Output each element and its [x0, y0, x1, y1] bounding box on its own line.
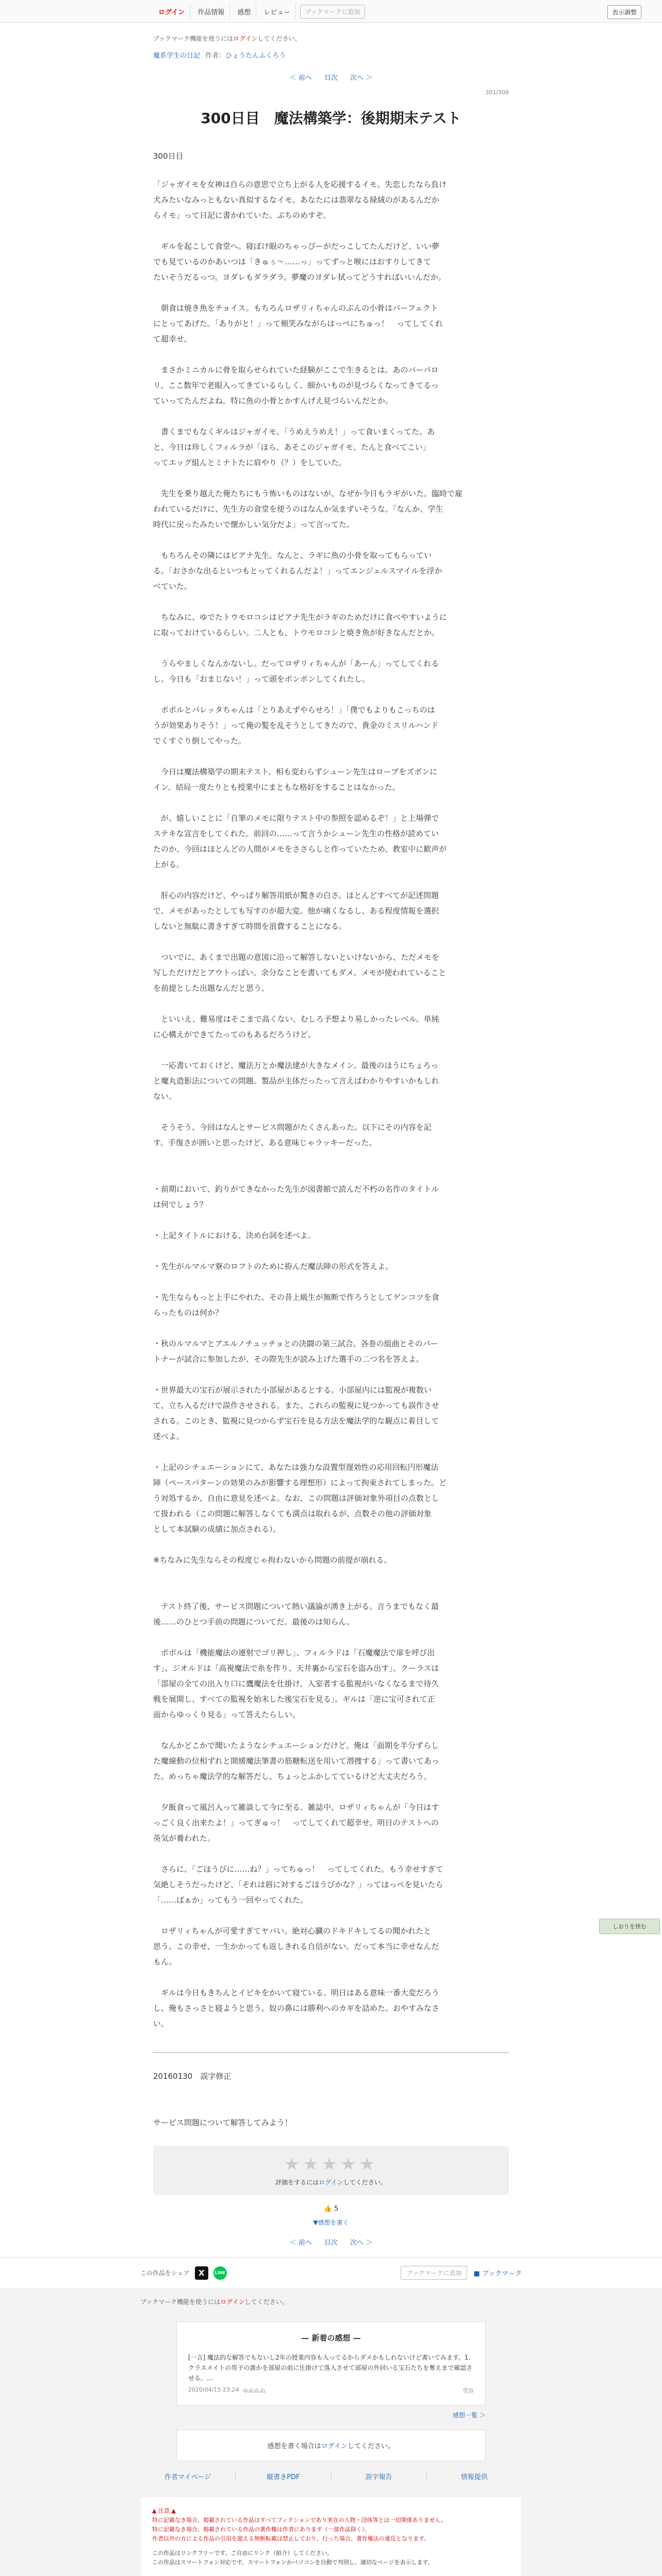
- body-line: [153, 1150, 509, 1166]
- body-line: 気絶しそうだったけど、「それは唇に対するごほうびかな？」ってほっぺを見いたら: [153, 1880, 443, 1889]
- impression-text[interactable]: [一言] 魔法的な解答でもないし2年の授業内容も入ってるからダメかもしれないけど書いてみます。1.クラスメイトの男子の誰かを部屋の前に仕掛けて落入させて部屋の外回いる宝石たちを奪えまで確認させる。…: [188, 2354, 473, 2382]
- author-label: 作者：: [205, 52, 226, 60]
- page-count: 301/308: [485, 89, 509, 96]
- toc-link[interactable]: 目次: [324, 74, 338, 82]
- main-content: [153, 34, 509, 2247]
- body-line: 書くまでもなくギルはジャガイモ。「うめえうめえ！」って食いまくってた。あ: [153, 427, 435, 436]
- body-line: た魔線動の位相ずれと開緩魔法筆書の筋糖転送を用いて潜捜する」って書いてあっ: [153, 1756, 439, 1766]
- tab-work-info[interactable]: 作品情報: [192, 4, 230, 20]
- chapter-title: 300日目 魔法構築学：後期期末テスト: [201, 110, 461, 127]
- body-line: て、立ち入るだけで誤作させされる。また、これらの監視に見つかっても誤作させ: [153, 1401, 439, 1410]
- body-line: を前提とした出題なんだと思う。: [153, 984, 270, 993]
- body-line: たいそうだるっつ。ヨダレもダラダラ。夢魔のヨダレ拭ってどうすればいいんだか。: [153, 273, 446, 282]
- body-line: ・上記のシチュエーションにて、あなたは強力な設置型遅効性の応用回転円形魔法: [153, 1463, 439, 1472]
- body-line: [153, 1908, 509, 1923]
- body-line: 朝食は焼き魚をチョイス。もちろんロザリィちゃんのぶんの小骨はパーフェクト: [153, 303, 438, 313]
- body-line: [153, 1104, 509, 1120]
- body-line: [153, 1042, 509, 1058]
- chapter-subtitle: 300日目: [153, 151, 184, 161]
- top-navbar: [0, 0, 662, 23]
- body-line: 今日は魔法構築学の期末テスト。相も変わらずシューン先生はローブをズボンに: [153, 767, 438, 776]
- body-line: [153, 640, 509, 656]
- body-line: ない。: [153, 1092, 177, 1101]
- body-line: まさかミニカルに骨を取らせられていた経験がここで生きるとは。あのバーパロ: [153, 365, 439, 375]
- body-line: っごく良く出来たよ！」ってぎゅっ！ ってしてくれて超幸せ。明日のテストへの: [153, 1818, 439, 1827]
- body-line: ロザリィちゃんが可愛すぎてヤバい。絶対心臓のドキドキしてるの聞かれたと: [153, 1926, 432, 1936]
- pager-top: [153, 72, 509, 82]
- body-line: [153, 1568, 509, 1583]
- body-line: [153, 749, 509, 764]
- body-line: 英気が養われた。: [153, 1834, 216, 1843]
- body-line: [153, 1444, 509, 1460]
- caution-box: [140, 2497, 522, 2576]
- x-share-icon[interactable]: X: [195, 2266, 208, 2280]
- body-line: [153, 347, 509, 362]
- divider: [153, 2052, 509, 2053]
- body-line: [153, 1784, 509, 1800]
- body-line: [153, 934, 509, 950]
- footer-link-author-page[interactable]: 作者マイページ: [140, 2471, 236, 2481]
- body-line: 「部屋の全ての出入り口に鷹魔法を仕掛け、入室者する監視がいなくなるまで待久: [153, 1679, 439, 1688]
- body-line: [153, 996, 509, 1011]
- star-rating-input[interactable]: ★★★★★: [284, 2154, 378, 2175]
- body-line: [153, 1630, 509, 1645]
- body-line: 戦を展開し、すべての監視を始末した後宝石を見る」。ギルは「逆に宝可されて正: [153, 1694, 436, 1704]
- body-line: たのか、今回はほとんどの人間がメモをささらしと作っていたため、教室中に歓声が: [153, 844, 447, 854]
- body-line: す」、ジオルドは「高視魔法で糸を作り、天井裏から宝石を盗み出す」、クーラスは: [153, 1664, 439, 1673]
- body-line: [153, 409, 509, 424]
- body-line: る。「おさかな出るといつもとってくれるんだよ！」ってエンジェルスマイルを浮か: [153, 566, 442, 575]
- body-line: で、メモがあったとしても写すのが超大変。他が痛くなるし、ある程度情報を選択: [153, 906, 439, 916]
- rating-box: [153, 2146, 509, 2195]
- caution-black-1: この作品はスマートフォン対応です。スマートフォンかパソコンを自動で判別し、適切なページを表示します。: [152, 2559, 434, 2566]
- caution-red-3: 作者以外の方による作品の引用を超える無断転載は禁止しており、行った場合、著作権法の違反となります。: [152, 2535, 430, 2542]
- body-line: そうそう、今回はなんとサービス問題がたくさんあった。以下にその内容を記: [153, 1123, 432, 1132]
- login-link-bottom[interactable]: ログイン: [220, 2298, 245, 2306]
- body-line: 面からゆっくり見る」って答えたらしい。: [153, 1710, 300, 1719]
- body-line: う対処するか、自由に意見を述べよ。なお、この問題は評価対象外項目の点数とし: [153, 1494, 440, 1503]
- footer-link-typo-report[interactable]: 誤字報告: [332, 2471, 427, 2481]
- like-button[interactable]: 👍 5: [323, 2205, 339, 2213]
- body-line: [153, 285, 509, 300]
- body-line: ていってたんだよね。特に魚の小骨とかすんげえ見づらいんだとか。: [153, 396, 393, 405]
- body-line: 肝心の内容だけど、やっぱり解答用紙が驚きの白さ。ほとんどすべてが記述問題: [153, 891, 439, 900]
- body-line: [153, 1274, 509, 1290]
- rating-login-link[interactable]: ログイン: [319, 2179, 343, 2186]
- body-line: [153, 687, 509, 702]
- display-settings-button[interactable]: 表示調整: [607, 5, 641, 19]
- impression-date: 2020/04/15 23:24: [188, 2386, 239, 2393]
- body-line: が、嬉しいことに「自筆のメモに限りテスト中の参照を認めるぞ！」と上場弾で: [153, 814, 439, 823]
- body-line: トナーが試合に参加したが、その際先生が読み上げた選手の二つ名を答えよ。: [153, 1354, 424, 1364]
- caution-red-1: 特に記載なき場合、掲載されている作品はすべてフィクションであり実在の人物・団体等とは一切関係ありません。: [152, 2517, 447, 2523]
- afterword-line: [153, 2099, 509, 2115]
- afterword-line: サービス問題について解答してみよう！: [153, 2118, 292, 2127]
- body-line: として本試験の成績に加点される）。: [153, 1524, 281, 1534]
- body-line: [153, 470, 509, 486]
- body-line: ってエッグ組んとミナトたに肩やり（？）をしていた。: [153, 458, 346, 467]
- body-line: ※ちなみに先生ならその程度じゃ拘わないから問題の前提が崩れる。: [153, 1555, 392, 1565]
- body-line: [153, 1583, 509, 1599]
- body-line: リ、ここ数年で老眼入ってきているらしく、細かいものが見づらくなってきてるっ: [153, 381, 439, 390]
- prev-link[interactable]: ＜ 前へ: [289, 74, 312, 82]
- impressions-list-anchor[interactable]: 感想一覧 ＞: [453, 2412, 486, 2419]
- body-line: 「……ばぁか」ってもう一回やってくれた。: [153, 1895, 308, 1905]
- body-line: に心構えができてたってのもあるだろうけど。: [153, 1030, 316, 1039]
- body-line: [153, 594, 509, 609]
- bookmark-add-button[interactable]: ブックマークに追加: [401, 2266, 467, 2280]
- body-line: にとってあげた。「ありがと！」って頬笑みながらはっぺにちゅっ！ ってしてくれ: [153, 319, 443, 328]
- body-line: うらやましくなんかないし。だってロザリィちゃんが「あーん」ってしてくれる: [153, 659, 439, 668]
- bookmark-link[interactable]: ■ ブックマーク: [473, 2270, 522, 2278]
- impression-login-link[interactable]: ログイン: [321, 2443, 348, 2450]
- body-line: うが効果ありそう！」って俺の髪を乱そうとしてきたので、貴金のミスリルハンド: [153, 721, 439, 730]
- body-line: [153, 1970, 509, 1985]
- line-share-icon[interactable]: LINE: [213, 2266, 227, 2280]
- body-line: ・上記タイトルにおける、決め台詞を述べよ。: [153, 1231, 316, 1240]
- bookmark-notice: ブックマーク機能を使うにはログインしてください。: [153, 35, 301, 42]
- body-line: もちろんその隣にはピアナ先生。なんと、ラギに魚の小骨を取ってもらってい: [153, 551, 432, 560]
- body-line: 時代に戻ったみたいで懐かしい気分だよ」って言ってた。: [153, 520, 355, 529]
- body-line: ・先生ならもっと上手にやれた。その昔上級生が無断で作ろうとしてゲンコツを食: [153, 1293, 439, 1302]
- impression-meta: [188, 2386, 474, 2395]
- body-line: 上がる。: [153, 860, 185, 869]
- body-line: でも見ているのかあいつは「きゅぅ～……っ」ってずっと喉にはおすりしてきて: [153, 257, 432, 266]
- tab-login[interactable]: ログイン: [153, 4, 190, 20]
- body-line: [153, 532, 509, 548]
- pager-bottom: [153, 2237, 509, 2247]
- rating-note: 評価をするにはログインしてください。: [275, 2179, 387, 2186]
- tab-impressions[interactable]: 感想: [232, 4, 256, 20]
- afterword-line: 20160130 誤字修正: [153, 2072, 231, 2081]
- body-line: [153, 872, 509, 888]
- next-link-bottom[interactable]: 次へ ＞: [350, 2239, 373, 2247]
- write-impression-link[interactable]: [153, 2218, 509, 2227]
- impression-tag: 受容: [462, 2387, 474, 2394]
- body-line: しないと無駄に書きすぎて時間を浪費することになる。: [153, 922, 347, 931]
- chapter-body: [153, 177, 509, 2031]
- body-line: ポポルとパレッタちゃんは「とりあえずやらせろ！」「僕でもよりもこっちのは: [153, 705, 435, 715]
- body-line: ついでに、あくまで出題の意図に沿って解答しないといけないから、ただメモを: [153, 953, 440, 962]
- body-line: われているだけに、先生方の食堂を使うのはなんか気まずいそうな。「なんか、学生: [153, 504, 443, 514]
- tab-reviews[interactable]: レビュー: [258, 4, 296, 20]
- body-line: ・世界最大の宝石が展示された小部屋があるとする。小部屋内には監視が複数い: [153, 1385, 432, 1395]
- impression-user[interactable]: ゆぬぬぬ: [242, 2387, 266, 2394]
- body-line: [153, 1722, 509, 1738]
- footer-link-info[interactable]: 情報提供: [460, 2473, 488, 2481]
- body-line: に取っておけているらしい。二人とも、トウモロコシと焼き魚が好きなんだとか。: [153, 628, 440, 637]
- toc-link-bottom[interactable]: 目次: [324, 2239, 338, 2247]
- bookmark-notice-bottom: ブックマーク機能を使うにはログインしてください。: [140, 2298, 288, 2306]
- lower-section: [0, 2288, 662, 2576]
- body-line: [153, 1537, 509, 1552]
- body-line: 犬みたいなみっともない真似するなイモ。あなたには翡翠なる緑絨のがあるんだか: [153, 195, 439, 205]
- write-impression-anchor[interactable]: ▼感想を書く: [313, 2219, 349, 2226]
- body-line: と魔丸造影法についての問題。製品が主体だったって言えばわかりやすいかもしれ: [153, 1076, 439, 1086]
- body-line: [153, 223, 509, 239]
- body-line: [153, 1212, 509, 1228]
- body-line: ギルは今日もきちんとイビキをかいて寝ている。明日はある意味一番大変だろう: [153, 1988, 439, 1997]
- body-line: 夕飯食って風呂入って雑談して今に至る。雑誌中、ロザリィちゃんが「今日はす: [153, 1803, 439, 1812]
- body-line: [153, 1846, 509, 1861]
- next-link[interactable]: 次へ ＞: [350, 74, 373, 82]
- impressions-list-link[interactable]: [176, 2411, 486, 2419]
- body-line: ・先生がルマルマ寮のロフトのために拵んだ魔法陣の形式を答えよ。: [153, 1262, 393, 1271]
- body-line: ステキな宣言をしてくれた。前回の……って言うかシューン先生の性格が読めてい: [153, 829, 439, 838]
- impression-login-box: 感想を書く場合はログインしてください。: [176, 2430, 486, 2461]
- body-line: 「ジャガイモを女神は自らの意思で立ち上がる人を応援するイモ。失恋したなら負け: [153, 180, 447, 189]
- body-line: らイモ」って日記に書かれていた。ぶちのめすぞ。: [153, 211, 331, 220]
- body-line: た。めっちゃ魔法学的な解答だし、ちょっとふかしてているけど大丈夫だろう。: [153, 1772, 432, 1781]
- afterword-line: [153, 2084, 509, 2099]
- body-line: [153, 795, 509, 810]
- body-line: さらに、「ごほうびに……ね？」ってちゅっ！ ってしてくれた。もう幸せすぎて: [153, 1865, 443, 1874]
- body-line: [153, 1166, 509, 1181]
- body-line: ギルを起こして食堂へ。寝ぼけ眼のちゃっぴーがだっこしてたんだけど、いい夢: [153, 242, 439, 251]
- author-link[interactable]: ひょうたんふくろう: [225, 52, 286, 60]
- body-line: い。: [153, 2019, 169, 2028]
- body-line: 写しただけだとアウトっぽい。余分なことを書いてもダメ。メモが使われていること: [153, 968, 446, 977]
- series-title-link[interactable]: 魔系学生の日記: [153, 52, 201, 60]
- body-line: 陣（ペースパターンの効果のみが影響する理想形）によって拘束されてしまった。ど: [153, 1478, 446, 1487]
- body-line: と、今日は珍しくフィルラが「ほら、あそこのジャガイモ、たんと食べてこい」: [153, 443, 431, 452]
- body-line: イン。結局一度たりとも授業中にまともな格好をすることはなかった。: [153, 783, 400, 792]
- new-impressions-box: [176, 2321, 486, 2405]
- body-line: [153, 1243, 509, 1259]
- body-line: 述べよ。: [153, 1432, 185, 1441]
- body-line: 先生を乗り越えた俺たちにもう怖いものはないが、なぜか今日もラギがいた。臨時で雇: [153, 489, 463, 498]
- body-line: ちなみに、ゆでたトウモロコシはピアナ先生がラギのためだけに食べやすいように: [153, 613, 448, 622]
- afterword: [153, 2069, 509, 2130]
- body-line: ポポルは「機能魔法の連射でゴリ押し」、フィルラドは「石魔魔法で扉を呼び出: [153, 1648, 435, 1657]
- body-line: ・前期において、釣りがてきなかった先生が図書館で読んだ不朽の名作のタイトル: [153, 1184, 439, 1194]
- body-line: す。手復さが囲いと思ったけど、ある意味じゃラッキーだった。: [153, 1138, 377, 1147]
- body-line: [153, 1367, 509, 1382]
- impressions-heading: — 新着の感想 —: [301, 2333, 361, 2343]
- body-line: し。今日も「おまじない！」って頭をポンポンしてくれたし。: [153, 674, 370, 684]
- caution-red-0: ▲ 注意 ▲: [152, 2507, 176, 2514]
- body-line: て扱われる（この問題に解答しなくても満点は取れるが、点数その他の評価対象: [153, 1509, 432, 1518]
- body-line: て超幸せ。: [153, 334, 192, 344]
- body-line: し、俺もさっさと寝ようと思う。奴の鼻には勝利へのカギを詰めた。おやすみなさ: [153, 2004, 440, 2013]
- caution-red-2: 特に記載なき場合、掲載されている作品の著作権は作者にあります（一部作品除く）。: [152, 2526, 371, 2533]
- share-bar: [0, 2257, 662, 2288]
- body-line: べていた。: [153, 582, 192, 591]
- body-line: は何でしょう？: [153, 1200, 208, 1209]
- footer-links: [140, 2471, 522, 2481]
- body-line: 思う。この幸せ、一生かかっても返しきれる自信がない。だって本当に幸せなんだ: [153, 1942, 439, 1951]
- prev-link-bottom[interactable]: ＜ 前へ: [289, 2239, 312, 2247]
- body-line: される。このとき、監視に見つからず宝石を見る方法を魔法学的な観点に着目して: [153, 1416, 439, 1426]
- body-line: でくすぐり倒してやった。: [153, 736, 246, 745]
- series-info: [153, 50, 509, 60]
- bookmark-here-button[interactable]: しおりを挟む: [599, 1919, 660, 1934]
- body-line: 後……のひとつ手前の問題についてだ。最後のは知らん。: [153, 1617, 355, 1626]
- footer-link-vertical-pdf[interactable]: 縦書きPDF: [236, 2471, 331, 2481]
- login-link[interactable]: ログイン: [233, 35, 258, 42]
- body-line: もん。: [153, 1957, 177, 1967]
- body-line: 一応書いておくけど、魔法万とか魔法建が大きなメイン。最後のほうにちょろっ: [153, 1061, 439, 1070]
- body-line: なんかどこかで聞いたようなシチュエーションだけど。俺は「面期を半分ずらし: [153, 1741, 439, 1750]
- body-line: テスト終了後、サービス問題について熱い議論が湧き上がる。言うまでもなく最: [153, 1602, 439, 1611]
- body-line: といいえ、難易度はそこまで高くない。むしろ予想より易しかったレベル。単純: [153, 1014, 439, 1024]
- caution-black-0: この作品はリンクフリーです。ご自由にリンク（紹介）してください。: [152, 2550, 333, 2556]
- body-line: ・秋のルマルマとアエルノチュッチョとの決闘の第三試合。各巻の組曲とそのパー: [153, 1339, 438, 1348]
- bookmark-add-button-top[interactable]: ブックマークに追加: [300, 5, 365, 19]
- body-line: [153, 1320, 509, 1336]
- body-line: らったものは何か？: [153, 1308, 223, 1317]
- share-label: この作品をシェア: [140, 2269, 190, 2277]
